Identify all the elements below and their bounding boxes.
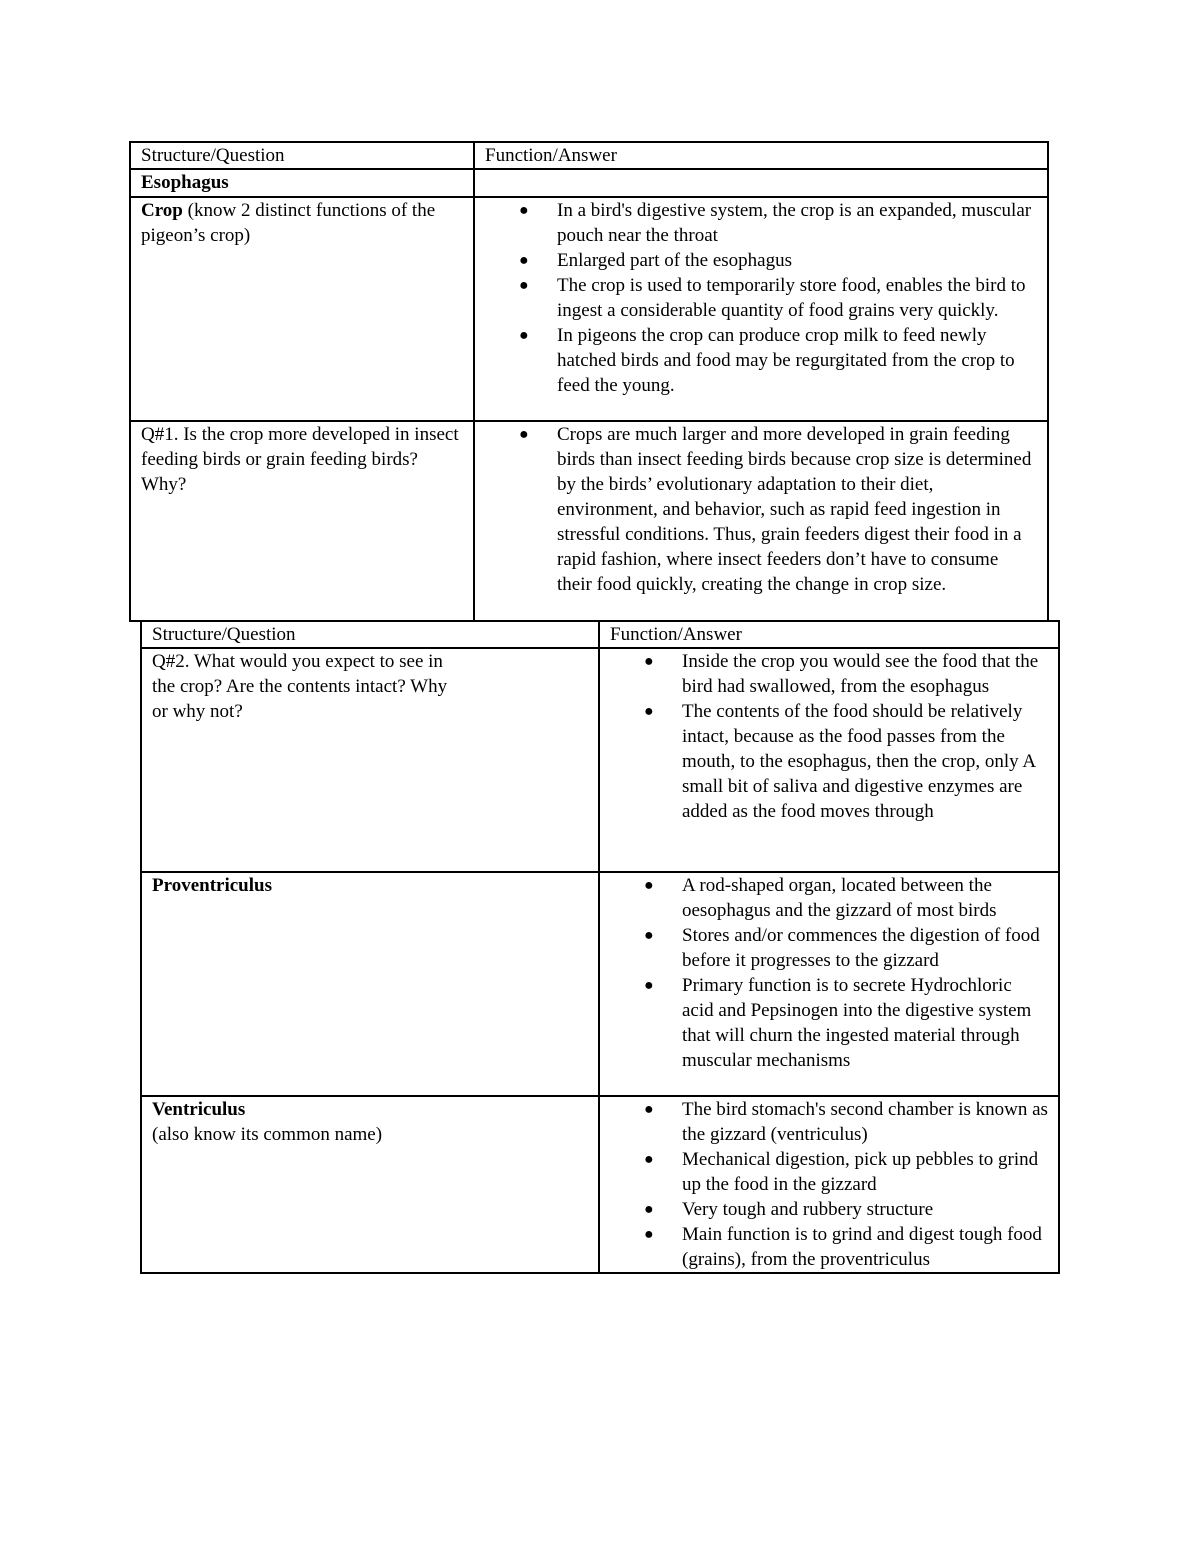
list-item: ● The bird stomach's second chamber is known as the gizzard (ventriculus) (644, 1099, 1048, 1145)
list-item: ● The crop is used to temporarily store food, enables the bird to ingest a considerable quantity of food grains very quickly. (519, 275, 1026, 321)
structure-table-1 (129, 141, 1049, 622)
crop-answer-cell (474, 197, 1048, 421)
list-item: ● A rod-shaped organ, located between the oesophagus and the gizzard of most birds (644, 875, 997, 921)
table-row-q1 (130, 421, 1048, 621)
table-row-proventriculus (141, 872, 1059, 1096)
bullet-icon: ● (519, 202, 529, 219)
esophagus-answer (474, 169, 1048, 197)
proventriculus-answer-cell (599, 872, 1059, 1096)
q1-answer-cell (474, 421, 1048, 621)
ventriculus-label: Ventriculus (152, 1099, 246, 1120)
q2-bullet-list (610, 649, 1048, 824)
bullet-icon: ● (644, 977, 654, 994)
proventriculus-bullet-list (610, 873, 1048, 1073)
list-item: ● In pigeons the crop can produce crop milk to feed newly hatched birds and food may be regurgitated from the crop to feed the young. (519, 325, 1015, 396)
q2-label: Q#2. What would you expect to see in the crop? Are the contents intact? Why or why not? (152, 651, 448, 722)
list-item: ● Enlarged part of the esophagus (519, 250, 792, 271)
header-function-answer: Function/Answer (474, 142, 1048, 169)
bullet-icon: ● (644, 1226, 654, 1243)
q2-answer-cell (599, 648, 1059, 872)
table-row-ventriculus (141, 1096, 1059, 1273)
proventriculus-label: Proventriculus (141, 872, 599, 1096)
crop-label: Crop (141, 200, 183, 221)
crop-bullet-list (485, 198, 1037, 398)
structure-table-2 (140, 620, 1060, 1274)
header-structure-question: Structure/Question (130, 142, 474, 169)
q1-bullet-list (485, 422, 1037, 597)
table-header-row (141, 621, 1059, 648)
table-row-q2 (141, 648, 1059, 872)
list-item: ● Primary function is to secrete Hydrochloric acid and Pepsinogen into the digestive system that will churn the ingested material through muscular mechanisms (644, 975, 1032, 1071)
table-row-esophagus (130, 169, 1048, 197)
list-item: ● Main function is to grind and digest tough food (grains), from the proventriculus (644, 1224, 1042, 1270)
ventriculus-bullet-list (610, 1097, 1048, 1272)
q1-label: Q#1. Is the crop more developed in insect feeding birds or grain feeding birds? Why? (130, 421, 474, 621)
ventriculus-sublabel: (also know its common name) (152, 1124, 383, 1145)
q2-label-cell (141, 648, 599, 872)
list-item: ● Crops are much larger and more developed in grain feeding birds than insect feeding birds because crop size is determined by the birds’ evolutionary adaptation to their diet, environment, and behavior, such as rapid feed ingestion in stressful conditions. Thus, grain feeders digest their food in a rapid fashion, where insect feeders don’t have to consume their food quickly, creating the change in crop size. (519, 424, 1032, 595)
list-item: ● Stores and/or commences the digestion of food before it progresses to the gizzard (644, 925, 1040, 971)
list-item: ● In a bird's digestive system, the crop is an expanded, muscular pouch near the throat (519, 200, 1032, 246)
bullet-icon: ● (519, 327, 529, 344)
bullet-icon: ● (644, 1201, 654, 1218)
bullet-icon: ● (644, 927, 654, 944)
bullet-icon: ● (644, 653, 654, 670)
esophagus-label: Esophagus (130, 169, 474, 197)
list-item: ● Mechanical digestion, pick up pebbles to grind up the food in the gizzard (644, 1149, 1039, 1195)
ventriculus-label-cell (141, 1096, 599, 1273)
table-header-row (130, 142, 1048, 169)
bullet-icon: ● (519, 277, 529, 294)
list-item: ● Very tough and rubbery structure (644, 1199, 934, 1220)
bullet-icon: ● (644, 877, 654, 894)
bullet-icon: ● (519, 252, 529, 269)
bullet-icon: ● (644, 703, 654, 720)
table-row-crop (130, 197, 1048, 421)
header-function-answer: Function/Answer (599, 621, 1059, 648)
crop-label-note: (know 2 distinct functions of the pigeon’s crop) (141, 200, 436, 246)
list-item: ● The contents of the food should be relatively intact, because as the food passes from the mouth, to the esophagus, then the crop, only A small bit of saliva and digestive enzymes are added as the food moves through (644, 701, 1036, 822)
header-structure-question: Structure/Question (141, 621, 599, 648)
crop-label-cell (130, 197, 474, 421)
bullet-icon: ● (519, 426, 529, 443)
bullet-icon: ● (644, 1151, 654, 1168)
list-item: ● Inside the crop you would see the food that the bird had swallowed, from the esophagus (644, 651, 1039, 697)
bullet-icon: ● (644, 1101, 654, 1118)
ventriculus-answer-cell (599, 1096, 1059, 1273)
